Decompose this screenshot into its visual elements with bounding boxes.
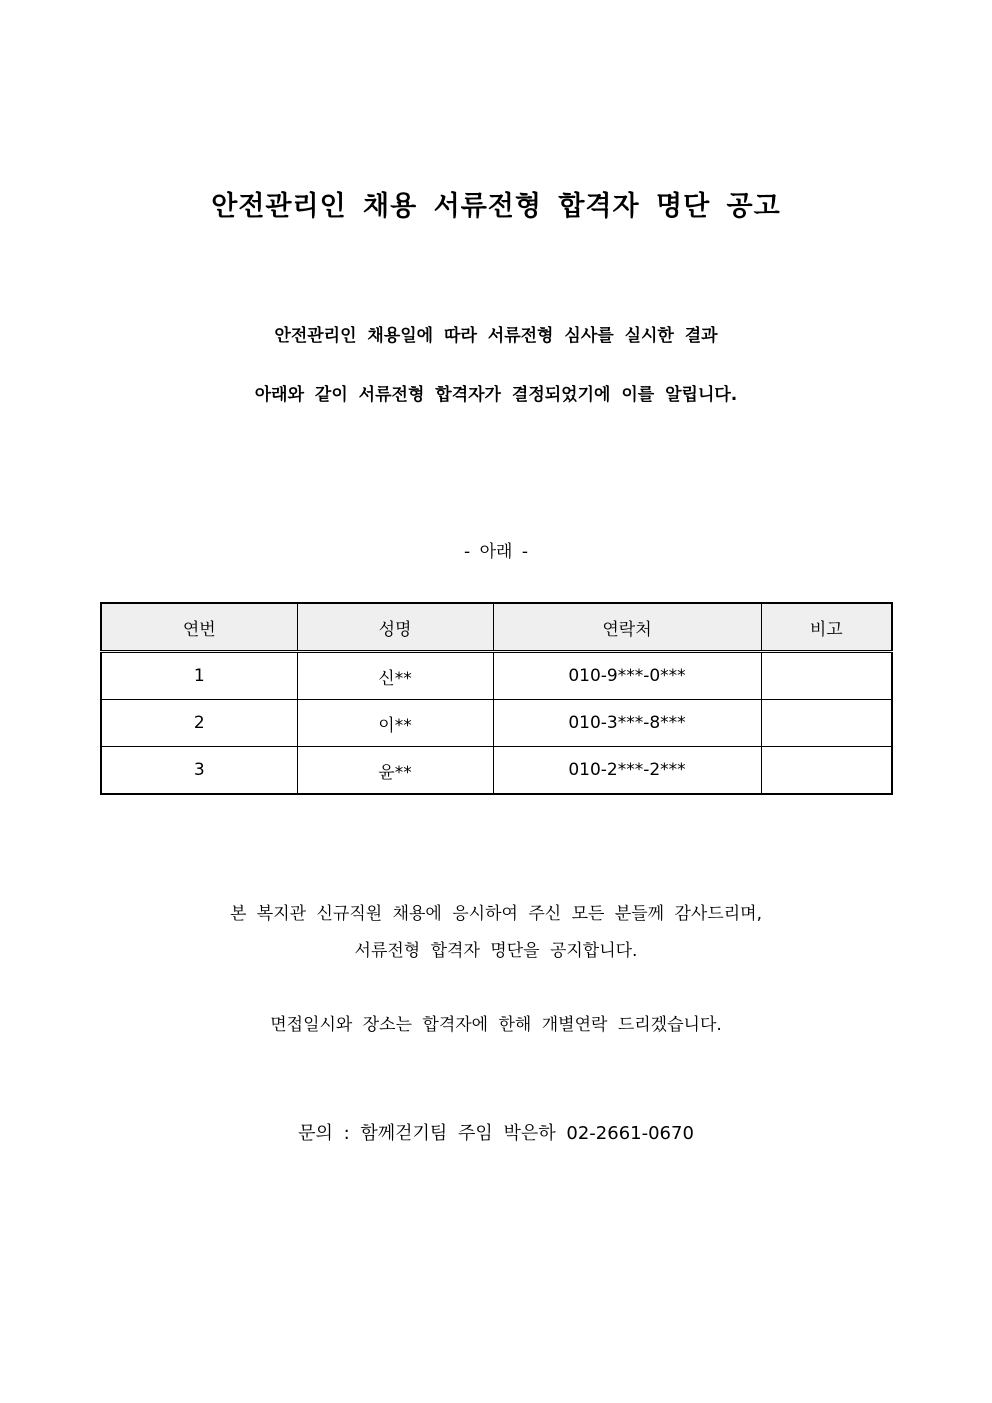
table-header-row (101, 603, 892, 652)
header-no: 연번 (101, 603, 297, 652)
page-title: 안전관리인 채용 서류전형 합격자 명단 공고 (211, 191, 781, 222)
cell-name: 윤** (297, 747, 493, 795)
intro-line-2: 아래와 같이 서류전형 합격자가 결정되었기에 이를 알립니다. (254, 385, 738, 405)
table-row (101, 747, 892, 795)
table-row (101, 700, 892, 747)
cell-phone: 010-9***-0*** (493, 652, 761, 700)
cell-name: 신** (297, 652, 493, 700)
applicant-table (100, 602, 893, 795)
section-label: - 아래 - (464, 542, 528, 562)
interview-notice: 면접일시와 장소는 합격자에 한해 개별연락 드리겠습니다. (270, 1015, 722, 1035)
cell-name: 이** (297, 700, 493, 747)
cell-note (761, 700, 892, 747)
header-name: 성명 (297, 603, 493, 652)
header-note: 비고 (761, 603, 892, 652)
cell-note (761, 652, 892, 700)
cell-no: 2 (101, 700, 297, 747)
table-row (101, 652, 892, 700)
closing-line-1: 본 복지관 신규직원 채용에 응시하여 주신 모든 분들께 감사드리며, (229, 904, 763, 924)
cell-phone: 010-3***-8*** (493, 700, 761, 747)
contact-info: 문의 : 함께걷기팀 주임 박은하 02-2661-0670 (298, 1123, 694, 1144)
cell-note (761, 747, 892, 795)
intro-line-1: 안전관리인 채용일에 따라 서류전형 심사를 실시한 결과 (274, 326, 718, 346)
cell-no: 3 (101, 747, 297, 795)
cell-phone: 010-2***-2*** (493, 747, 761, 795)
header-phone: 연락처 (493, 603, 761, 652)
closing-line-2: 서류전형 합격자 명단을 공지합니다. (354, 941, 638, 961)
cell-no: 1 (101, 652, 297, 700)
